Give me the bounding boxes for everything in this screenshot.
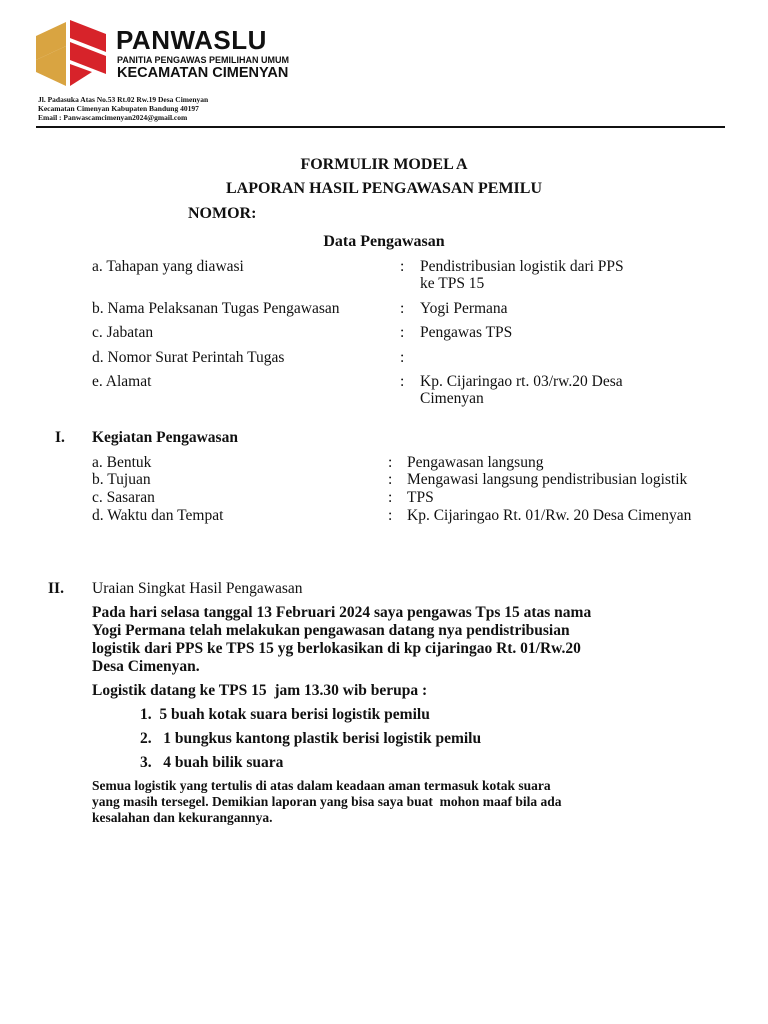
row-label: b. Nama Pelaksanan Tugas Pengawasan [92, 300, 340, 317]
summary-line: Pada hari selasa tanggal 13 Februari 2024 saya pengawas Tps 15 atas nama [92, 604, 592, 621]
row-colon: : [400, 324, 405, 341]
row-value: Pengawasan langsung [407, 454, 544, 471]
row-colon: : [388, 454, 393, 471]
brand-organization: KECAMATAN CIMENYAN [117, 65, 289, 81]
closing-line: yang masih tersegel. Demikian laporan yang bisa saya buat mohon maaf bila ada [92, 794, 562, 809]
row-label: c. Jabatan [92, 324, 154, 341]
row-label: b. Tujuan [92, 471, 151, 488]
address-line: Kecamatan Cimenyan Kabupaten Bandung 40197 [38, 104, 199, 113]
brand-title: PANWASLU [116, 25, 267, 55]
row-value: Mengawasi langsung pendistribusian logistik [407, 471, 688, 488]
row-value: Kp. Cijaringao Rt. 01/Rw. 20 Desa Cimenyan [407, 507, 692, 524]
logistics-item: 1. 5 buah kotak suara berisi logistik pemilu [140, 706, 430, 723]
header-divider [36, 126, 725, 128]
form-title: FORMULIR MODEL A [300, 156, 468, 173]
row-label: a. Bentuk [92, 454, 152, 471]
address-line: Jl. Padasuka Atas No.53 Rt.02 Rw.19 Desa Cimenyan [38, 95, 209, 104]
row-label: d. Waktu dan Tempat [92, 507, 224, 524]
row-label: e. Alamat [92, 373, 152, 390]
row-colon: : [388, 507, 393, 524]
summary-line: Yogi Permana telah melakukan pengawasan datang nya pendistribusian [92, 622, 570, 639]
logistics-intro: Logistik datang ke TPS 15 jam 13.30 wib berupa : [92, 682, 428, 699]
section-number: I. [55, 429, 65, 446]
row-colon: : [388, 489, 393, 506]
section-title: Uraian Singkat Hasil Pengawasan [92, 580, 303, 597]
row-label: c. Sasaran [92, 489, 155, 506]
row-value: TPS [407, 489, 434, 506]
section-title: Kegiatan Pengawasan [92, 429, 238, 446]
data-pengawasan-heading: Data Pengawasan [323, 233, 445, 250]
panwaslu-logo-icon [32, 16, 110, 88]
report-title: LAPORAN HASIL PENGAWASAN PEMILU [225, 180, 543, 197]
row-value: Yogi Permana [420, 300, 508, 317]
row-value: Pengawas TPS [420, 324, 513, 341]
row-colon: : [400, 349, 405, 366]
row-colon: : [400, 300, 405, 317]
summary-line: Desa Cimenyan. [92, 658, 200, 675]
row-value: Pendistribusian logistik dari PPS [420, 258, 624, 275]
closing-line: kesalahan dan kekurangannya. [92, 810, 273, 825]
row-colon: : [388, 471, 393, 488]
brand-subtitle: PANITIA PENGAWAS PEMILIHAN UMUM [117, 55, 290, 65]
section-number: II. [48, 580, 64, 597]
row-colon: : [400, 258, 405, 275]
row-label: a. Tahapan yang diawasi [92, 258, 244, 275]
closing-line: Semua logistik yang tertulis di atas dalam keadaan aman termasuk kotak suara [92, 778, 551, 793]
number-label: NOMOR: [188, 205, 257, 222]
row-value: Cimenyan [420, 390, 484, 407]
logistics-item: 3. 4 buah bilik suara [140, 754, 284, 771]
row-value: ke TPS 15 [420, 275, 485, 292]
closing-paragraph [92, 778, 692, 826]
row-label: d. Nomor Surat Perintah Tugas [92, 349, 285, 366]
logistics-item: 2. 1 bungkus kantong plastik berisi logistik pemilu [140, 730, 482, 747]
email-line: Email : Panwascamcimenyan2024@gmail.com [38, 113, 188, 122]
row-value: Kp. Cijaringao rt. 03/rw.20 Desa [420, 373, 623, 390]
row-colon: : [400, 373, 405, 390]
summary-line: logistik dari PPS ke TPS 15 yg berlokasikan di kp cijaringao Rt. 01/Rw.20 [92, 640, 581, 657]
